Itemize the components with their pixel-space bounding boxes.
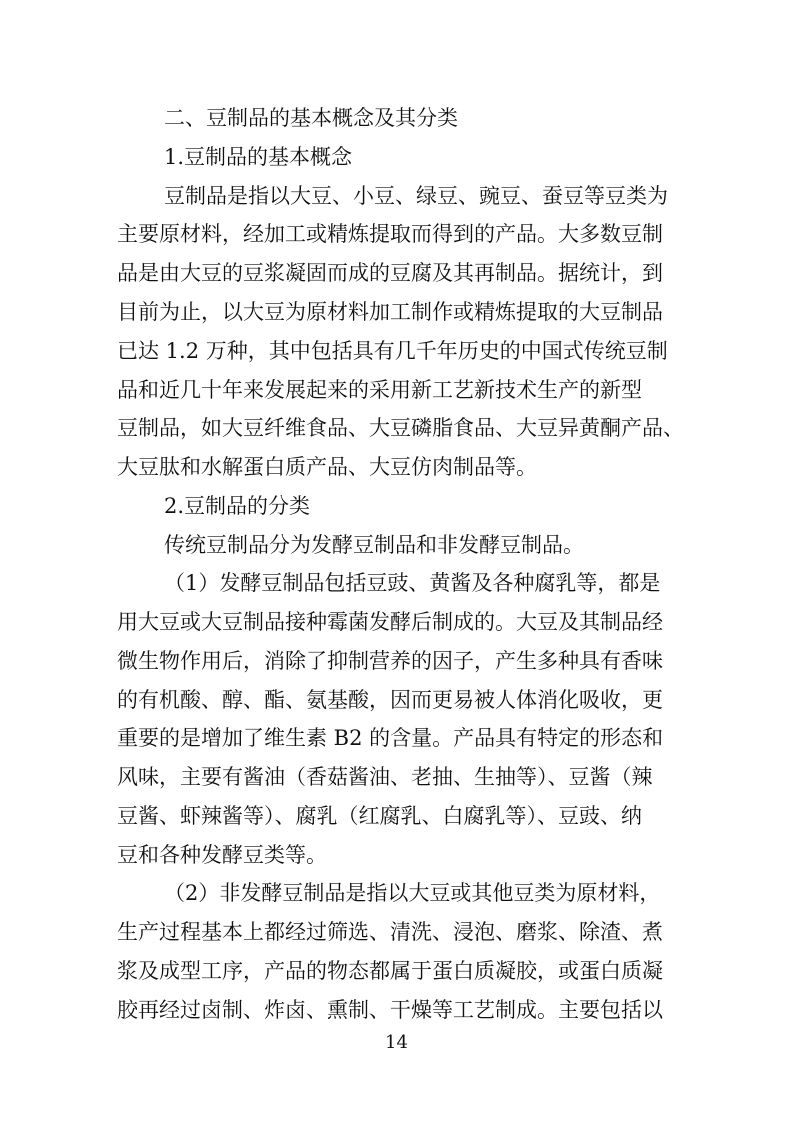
paragraph-line: 大豆肽和水解蛋白质产品、大豆仿肉制品等。 — [117, 455, 537, 479]
page-number: 14 — [385, 1032, 408, 1053]
paragraph-line: 传统豆制品分为发酵豆制品和非发酵豆制品。 — [164, 533, 584, 557]
paragraph-line: 浆及成型工序，产品的物态都属于蛋白质凝胶，或蛋白质凝 — [117, 959, 663, 983]
subsection-heading: 2.豆制品的分类 — [164, 494, 311, 518]
paragraph-line: 重要的是增加了维生素 B2 的含量。产品具有特定的形态和 — [117, 726, 664, 750]
paragraph-line: 豆和各种发酵豆类等。 — [117, 843, 327, 867]
paragraph-line: 目前为止，以大豆为原材料加工制作或精炼提取的大豆制品 — [117, 300, 663, 324]
paragraph-line: 豆制品是指以大豆、小豆、绿豆、豌豆、蚕豆等豆类为 — [164, 184, 668, 208]
paragraph-line: 主要原材料，经加工或精炼提取而得到的产品。大多数豆制 — [117, 222, 663, 246]
paragraph-line: 用大豆或大豆制品接种霉菌发酵后制成的。大豆及其制品经 — [117, 610, 663, 634]
paragraph-line: 胶再经过卤制、炸卤、熏制、干燥等工艺制成。主要包括以 — [117, 998, 663, 1022]
paragraph-line: 已达 1.2 万种，其中包括具有几千年历史的中国式传统豆制 — [117, 339, 668, 363]
paragraph-line: （1）发酵豆制品包括豆豉、黄酱及各种腐乳等，都是 — [164, 571, 661, 595]
paragraph-line: 微生物作用后，消除了抑制营养的因子，产生多种具有香味 — [117, 649, 663, 673]
paragraph-line: 品和近几十年来发展起来的采用新工艺新技术生产的新型 — [117, 378, 642, 402]
paragraph-line: （2）非发酵豆制品是指以大豆或其他豆类为原材料， — [164, 881, 661, 905]
paragraph-line: 的有机酸、醇、酯、氨基酸，因而更易被人体消化吸收，更 — [117, 688, 663, 712]
paragraph-line: 风味，主要有酱油（香菇酱油、老抽、生抽等）、豆酱（辣 — [117, 765, 653, 789]
subsection-heading: 1.豆制品的基本概念 — [164, 145, 353, 169]
paragraph-line: 生产过程基本上都经过筛选、清洗、浸泡、磨浆、除渣、煮 — [117, 920, 663, 944]
paragraph-line: 豆酱、虾辣酱等）、腐乳（红腐乳、白腐乳等）、豆豉、纳 — [117, 804, 642, 828]
paragraph-line: 豆制品，如大豆纤维食品、大豆磷脂食品、大豆异黄酮产品、 — [117, 416, 684, 440]
section-heading: 二、豆制品的基本概念及其分类 — [164, 106, 458, 130]
paragraph-line: 品是由大豆的豆浆凝固而成的豆腐及其再制品。据统计，到 — [117, 261, 663, 285]
